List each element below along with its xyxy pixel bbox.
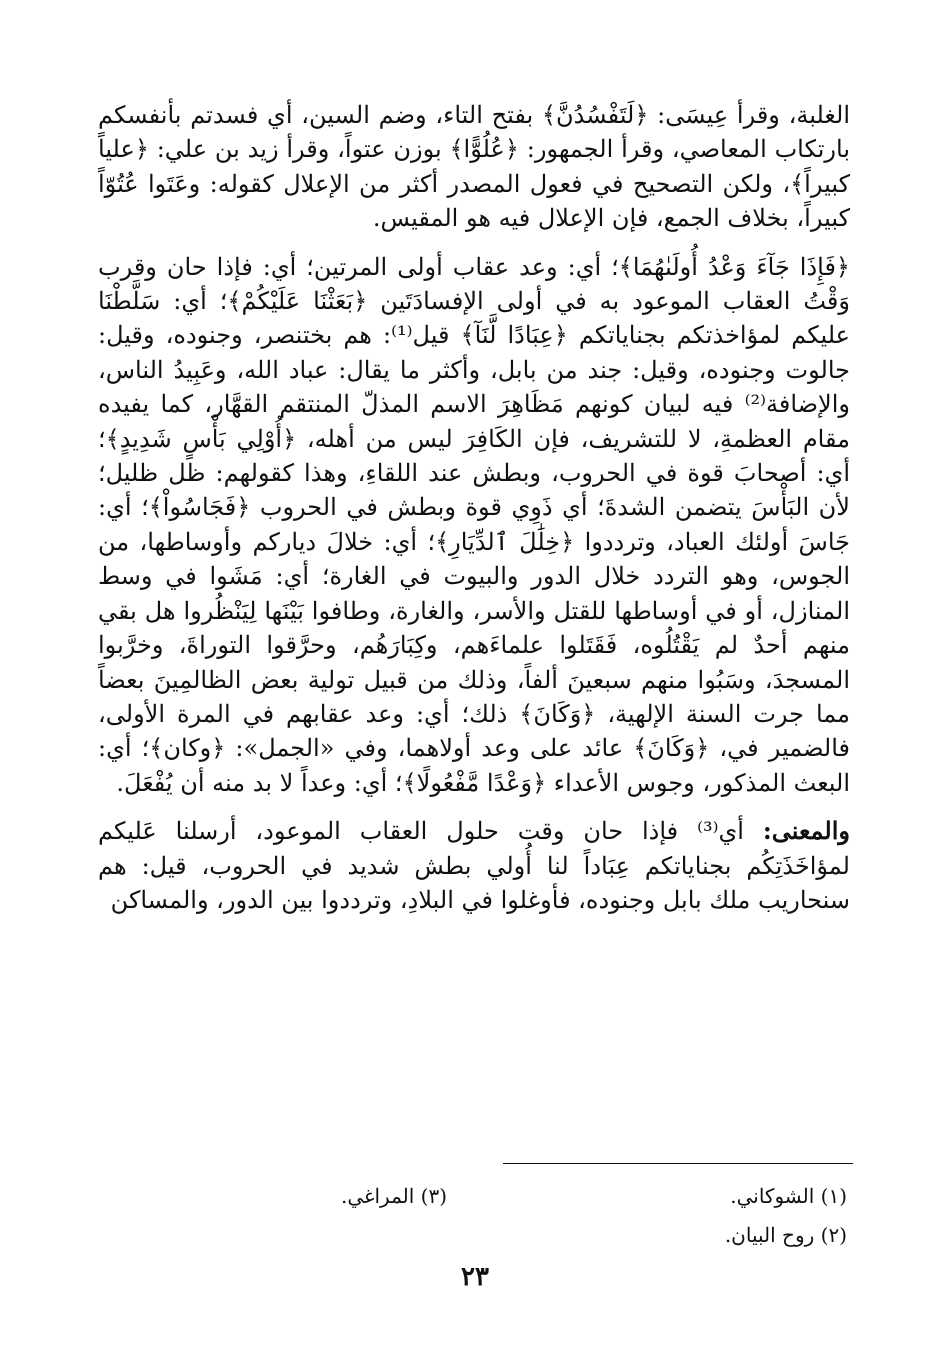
footnote-3: (٣) المراغي.	[340, 1184, 447, 1208]
paragraph-2: ﴿فَإِذَا جَآءَ وَعْدُ أُولَىٰهُمَا﴾؛ أي: وعد عقاب أولى المرتين؛ أي: فإذا حان وقرب وَقْتُ العقاب الموعود به في أولى الإفسادَتَين ﴿بَعَثْنَا عَلَيْكُمْ﴾؛ أي: سَلَّطْنَا عليكم لمؤاخذتكم بجناياتكم ﴿عِبَادًا لَّنَآ﴾ قيل⁽¹⁾: هم بختنصر، وجنوده، وقيل: جالوت وجنوده، وقيل: جند من بابل، وأكثر ما يقال: عباد الله، وعَبِيدُ الناس، والإضافة⁽²⁾ فيه لبيان كونهم مَظَاهِرَ الاسم المذلّ المنتقم القهَّار، كما يفيده مقام العظمةِ، لا للتشريف، فإن الكَافِرَ ليس من أهله، ﴿أُوْلِي بَأْسٍ شَدِيدٍ﴾؛ أي: أصحابَ قوة في الحروب، وبطش عند اللقاءِ، وهذا كقولهم: ظل ظليل؛ لأن البَأْسَ يتضمن الشدةَ؛ أي ذَوِي قوة وبطش في الحروب ﴿فَجَاسُواْ﴾؛ أي: جَاسَ أولئك العباد، وترددوا ﴿خِلَٰلَ ٱلدِّيَارِ﴾؛ أي: خلالَ دياركم وأوساطها، من الجوس، وهو التردد خلال الدور والبيوت في الغارة؛ أي: مَشَوا في وسط المنازل، أو في أوساطها للقتل والأسر، والغارة، وطافوا بَيْنَها لِيَنْظُروا هل بقي منهم أحدٌ لم يَقْتُلُوه، فَقَتَلوا علماءَهم، وكِبَارَهُم، وحرَّقوا التوراةَ، وخرَّبوا المسجدَ، وسَبُوا منهم سبعينَ ألفاً، وذلك من قبيل تولية بعض الظالمِينَ بعضاً مما جرت السنة الإلهية، ﴿وَكَانَ﴾ ذلك؛ أي: وعد عقابهم في المرة الأولى، فالضمير في، ﴿وَكَانَ﴾ عائد على وعد أولاهما، وفي «الجمل»: ﴿وكان﴾؛ أي: البعث المذكور، وجوس الأعداء ﴿وَعْدًا مَّفْعُولًا﴾؛ أي: وعداً لا بد منه أن يُفْعَلَ.	[98, 252, 851, 797]
paragraph-1: الغلبة، وقرأ عِيسَى: ﴿لَتَفْسُدُنَّ﴾ بفتح التاء، وضم السين، أي فسدتم بأنفسكم بارتكاب المعاصي، وقرأ الجمهور: ﴿عُلُوًّا﴾ بوزن عتواً، وقرأ زيد بن علي: ﴿علياً كبيراً﴾، ولكن التصحيح في فعول المصدر أكثر من الإعلال كقوله: وعَتَوا عُتُوّاً كبيراً، بخلاف الجمع، فإن الإعلال فيه هو المقيس.	[98, 101, 850, 233]
main-text	[98, 98, 850, 917]
footnote-2: (٢) روح البيان.	[724, 1223, 847, 1247]
page-number: ٢٣	[461, 1262, 489, 1292]
meaning-text: أي⁽³⁾ فإذا حان وقت حلول العقاب الموعود، أرسلنا عَليكم لمؤاخَذَتِكُم بجناياتكم عِبَاداً لنا أُولي بطش شديد في الحروب، قيل: هم سنحاريب ملك بابل وجنوده، فأوغلوا في البلادِ، وترددوا بين الدور، والمساكن	[98, 817, 850, 914]
paragraph-meaning	[98, 814, 850, 917]
meaning-lead: والمعنى:	[762, 816, 850, 846]
footnote-rule	[503, 1163, 853, 1164]
footnote-1: (١) الشوكاني.	[730, 1184, 847, 1208]
